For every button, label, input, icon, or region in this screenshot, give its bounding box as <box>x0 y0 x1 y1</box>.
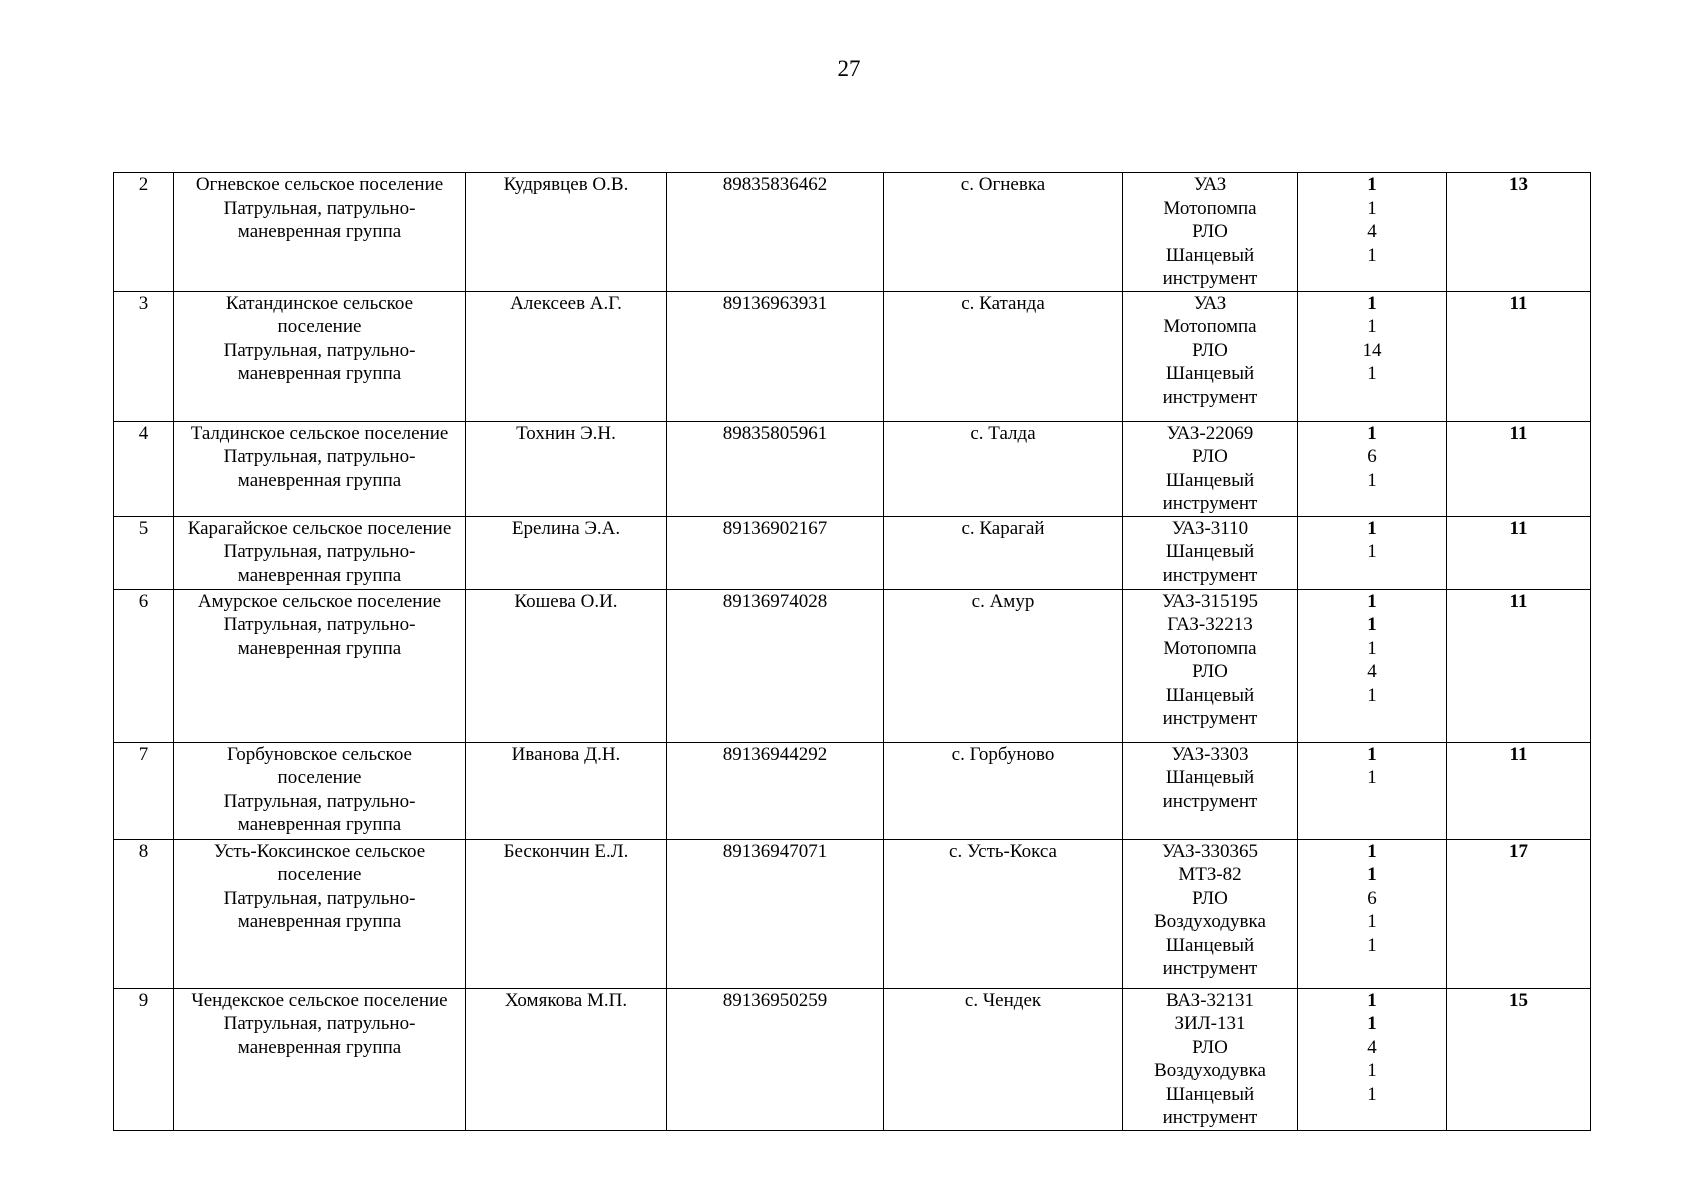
table-row <box>114 173 1591 292</box>
settlement-cell <box>174 173 466 292</box>
equipment-cell <box>1123 291 1298 421</box>
phone-cell: 89835836462 <box>667 173 884 292</box>
settlement-cell-line: поселение <box>277 767 362 788</box>
settlement-cell <box>174 839 466 988</box>
village-cell: с. Карагай <box>884 516 1123 589</box>
row-number-cell: 2 <box>114 173 174 292</box>
equipment-count-cell-line: 4 <box>1367 221 1377 242</box>
responsible-person-cell: Ерелина Э.А. <box>466 516 667 589</box>
equipment-cell-line: Шанцевый <box>1165 767 1255 788</box>
equipment-count-cell-line: 1 <box>1367 934 1377 956</box>
phone-cell: 89136944292 <box>667 742 884 839</box>
phone-cell: 89136950259 <box>667 988 884 1130</box>
table-row <box>114 742 1591 839</box>
total-cell: 15 <box>1447 988 1591 1130</box>
total-cell: 11 <box>1447 516 1591 589</box>
equipment-count-cell <box>1298 516 1447 589</box>
equipment-cell-line: УАЗ <box>1193 292 1227 314</box>
patrol-groups-table <box>113 172 1591 1131</box>
settlement-cell <box>174 291 466 421</box>
equipment-cell-line: ГАЗ-32213 <box>1167 614 1253 635</box>
equipment-cell-line: Мотопомпа <box>1163 637 1257 659</box>
equipment-cell-line: Мотопомпа <box>1163 316 1257 337</box>
settlement-cell-line: маневренная группа <box>237 637 402 659</box>
equipment-cell-line: УАЗ-3110 <box>1171 517 1249 539</box>
settlement-cell-line: маневренная группа <box>237 564 402 586</box>
equipment-count-cell-line: 1 <box>1367 684 1377 706</box>
equipment-cell-line: Шанцевый <box>1165 541 1255 562</box>
table-row <box>114 421 1591 516</box>
equipment-cell-line: инструмент <box>1162 564 1258 586</box>
settlement-cell-line: Усть-Коксинское сельское <box>213 840 426 862</box>
equipment-cell-line: Воздуходувка <box>1154 911 1266 932</box>
row-number-cell: 4 <box>114 421 174 516</box>
equipment-count-cell-line: 1 <box>1367 767 1377 788</box>
equipment-cell-line: инструмент <box>1162 386 1258 408</box>
equipment-cell-line: УАЗ <box>1193 174 1227 195</box>
total-cell: 13 <box>1447 173 1591 292</box>
equipment-cell-line: Шанцевый <box>1165 469 1255 491</box>
settlement-cell-line: маневренная группа <box>237 1036 402 1058</box>
equipment-count-cell-line: 1 <box>1367 637 1377 659</box>
equipment-count-cell-line: 1 <box>1367 864 1377 885</box>
settlement-cell-line: Горбуновское сельское <box>226 743 412 765</box>
responsible-person-cell: Кудрявцев О.В. <box>466 173 667 292</box>
settlement-cell <box>174 421 466 516</box>
settlement-cell-line: Карагайское сельское поселение <box>187 517 452 539</box>
village-cell: с. Амур <box>884 589 1123 742</box>
phone-cell: 89136974028 <box>667 589 884 742</box>
equipment-cell-line: Мотопомпа <box>1163 197 1257 219</box>
settlement-cell-line: Патрульная, патрульно- <box>223 541 416 562</box>
equipment-count-cell <box>1298 988 1447 1130</box>
equipment-count-cell-line: 4 <box>1367 1036 1377 1058</box>
village-cell: с. Чендек <box>884 988 1123 1130</box>
equipment-cell-line: ВАЗ-32131 <box>1165 989 1255 1011</box>
total-cell: 11 <box>1447 589 1591 742</box>
settlement-cell-line: Огневское сельское поселение <box>195 174 444 195</box>
equipment-cell <box>1123 589 1298 742</box>
equipment-count-cell-line: 1 <box>1367 174 1377 195</box>
equipment-cell-line: Шанцевый <box>1165 934 1255 956</box>
equipment-count-cell-line: 14 <box>1362 339 1382 361</box>
village-cell: с. Катанда <box>884 291 1123 421</box>
total-cell: 11 <box>1447 742 1591 839</box>
equipment-count-cell <box>1298 291 1447 421</box>
equipment-count-cell-line: 6 <box>1367 887 1377 909</box>
settlement-cell-line: Патрульная, патрульно- <box>223 1013 416 1034</box>
equipment-cell <box>1123 988 1298 1130</box>
equipment-count-cell-line: 1 <box>1367 363 1377 384</box>
settlement-cell-line: маневренная группа <box>237 221 402 242</box>
equipment-cell-line: ЗИЛ-131 <box>1174 1013 1246 1034</box>
table-row <box>114 516 1591 589</box>
total-cell: 11 <box>1447 291 1591 421</box>
equipment-cell-line: инструмент <box>1162 790 1258 812</box>
equipment-cell-line: инструмент <box>1162 1107 1258 1128</box>
equipment-count-cell-line: 1 <box>1367 840 1377 862</box>
equipment-cell-line: РЛО <box>1192 661 1228 682</box>
equipment-count-cell-line: 4 <box>1367 661 1377 682</box>
equipment-cell-line: УАЗ-3303 <box>1171 743 1249 765</box>
village-cell: с. Усть-Кокса <box>884 839 1123 988</box>
equipment-cell-line: инструмент <box>1162 708 1258 729</box>
village-cell: с. Горбуново <box>884 742 1123 839</box>
equipment-cell-line: УАЗ-330365 <box>1162 840 1258 862</box>
table-row <box>114 291 1591 421</box>
equipment-count-cell-line: 1 <box>1367 541 1377 562</box>
equipment-count-cell-line: 1 <box>1367 517 1377 539</box>
equipment-count-cell-line: 1 <box>1367 743 1377 765</box>
settlement-cell-line: Патрульная, патрульно- <box>223 887 416 909</box>
equipment-cell-line: Воздуходувка <box>1154 1060 1266 1081</box>
equipment-cell-line: инструмент <box>1162 958 1258 979</box>
responsible-person-cell: Бескончин Е.Л. <box>466 839 667 988</box>
equipment-cell-line: УАЗ-22069 <box>1166 422 1254 444</box>
settlement-cell-line: Патрульная, патрульно- <box>223 790 416 812</box>
equipment-cell-line: РЛО <box>1192 887 1228 909</box>
row-number-cell: 6 <box>114 589 174 742</box>
settlement-cell-line: Патрульная, патрульно- <box>223 197 416 219</box>
equipment-cell-line: Шанцевый <box>1165 684 1255 706</box>
equipment-cell-line: инструмент <box>1162 493 1258 514</box>
equipment-count-cell-line: 1 <box>1367 292 1377 314</box>
settlement-cell-line: Катандинское сельское <box>225 292 414 314</box>
settlement-cell-line: маневренная группа <box>237 814 402 835</box>
responsible-person-cell: Тохнин Э.Н. <box>466 421 667 516</box>
equipment-count-cell <box>1298 173 1447 292</box>
settlement-cell <box>174 988 466 1130</box>
total-cell: 11 <box>1447 421 1591 516</box>
settlement-cell <box>174 516 466 589</box>
responsible-person-cell: Иванова Д.Н. <box>466 742 667 839</box>
equipment-count-cell-line: 1 <box>1367 1060 1377 1081</box>
settlement-cell-line: Патрульная, патрульно- <box>223 614 416 635</box>
total-cell: 17 <box>1447 839 1591 988</box>
equipment-cell <box>1123 173 1298 292</box>
table-row <box>114 589 1591 742</box>
village-cell: с. Талда <box>884 421 1123 516</box>
equipment-count-cell-line: 1 <box>1367 1013 1377 1034</box>
phone-cell: 89136902167 <box>667 516 884 589</box>
row-number-cell: 8 <box>114 839 174 988</box>
row-number-cell: 5 <box>114 516 174 589</box>
settlement-cell-line: Патрульная, патрульно- <box>223 339 416 361</box>
equipment-count-cell-line: 6 <box>1367 446 1377 467</box>
equipment-cell-line: Шанцевый <box>1165 1083 1255 1105</box>
equipment-count-cell-line: 1 <box>1367 422 1377 444</box>
phone-cell: 89835805961 <box>667 421 884 516</box>
settlement-cell-line: Талдинское сельское поселение <box>190 422 449 444</box>
row-number-cell: 9 <box>114 988 174 1130</box>
equipment-cell-line: РЛО <box>1192 446 1228 467</box>
settlement-cell-line: маневренная группа <box>237 911 402 932</box>
responsible-person-cell: Кошева О.И. <box>466 589 667 742</box>
equipment-count-cell <box>1298 839 1447 988</box>
village-cell: с. Огневка <box>884 173 1123 292</box>
settlement-cell-line: маневренная группа <box>237 469 402 491</box>
equipment-cell-line: Шанцевый <box>1165 363 1255 384</box>
equipment-count-cell-line: 1 <box>1367 911 1377 932</box>
settlement-cell-line: маневренная группа <box>237 363 402 384</box>
equipment-cell <box>1123 742 1298 839</box>
equipment-cell-line: Шанцевый <box>1165 244 1255 266</box>
equipment-count-cell-line: 1 <box>1367 316 1377 337</box>
table-body <box>114 173 1591 1131</box>
equipment-count-cell-line: 1 <box>1367 989 1377 1011</box>
equipment-count-cell-line: 1 <box>1367 614 1377 635</box>
phone-cell: 89136947071 <box>667 839 884 988</box>
settlement-cell-line: Чендекское сельское поселение <box>191 989 448 1011</box>
equipment-cell <box>1123 421 1298 516</box>
settlement-cell-line: Амурское сельское поселение <box>197 590 442 612</box>
equipment-cell-line: РЛО <box>1192 1036 1228 1058</box>
equipment-cell <box>1123 839 1298 988</box>
equipment-count-cell-line: 1 <box>1367 590 1377 612</box>
phone-cell: 89136963931 <box>667 291 884 421</box>
equipment-count-cell-line: 1 <box>1367 197 1377 219</box>
settlement-cell-line: поселение <box>277 316 362 337</box>
table-row <box>114 839 1591 988</box>
equipment-count-cell-line: 1 <box>1367 244 1377 266</box>
equipment-count-cell <box>1298 589 1447 742</box>
row-number-cell: 7 <box>114 742 174 839</box>
equipment-cell-line: МТЗ-82 <box>1178 864 1242 885</box>
equipment-count-cell <box>1298 421 1447 516</box>
equipment-cell-line: РЛО <box>1192 221 1228 242</box>
equipment-cell-line: РЛО <box>1192 339 1228 361</box>
equipment-cell <box>1123 516 1298 589</box>
settlement-cell <box>174 742 466 839</box>
equipment-count-cell-line: 1 <box>1367 1083 1377 1105</box>
equipment-cell-line: инструмент <box>1162 268 1258 289</box>
equipment-count-cell-line: 1 <box>1367 469 1377 491</box>
settlement-cell <box>174 589 466 742</box>
settlement-cell-line: поселение <box>277 864 362 885</box>
responsible-person-cell: Хомякова М.П. <box>466 988 667 1130</box>
equipment-cell-line: УАЗ-315195 <box>1162 590 1258 612</box>
page-number: 27 <box>837 56 861 81</box>
table-row <box>114 988 1591 1130</box>
equipment-count-cell <box>1298 742 1447 839</box>
responsible-person-cell: Алексеев А.Г. <box>466 291 667 421</box>
row-number-cell: 3 <box>114 291 174 421</box>
settlement-cell-line: Патрульная, патрульно- <box>223 446 416 467</box>
